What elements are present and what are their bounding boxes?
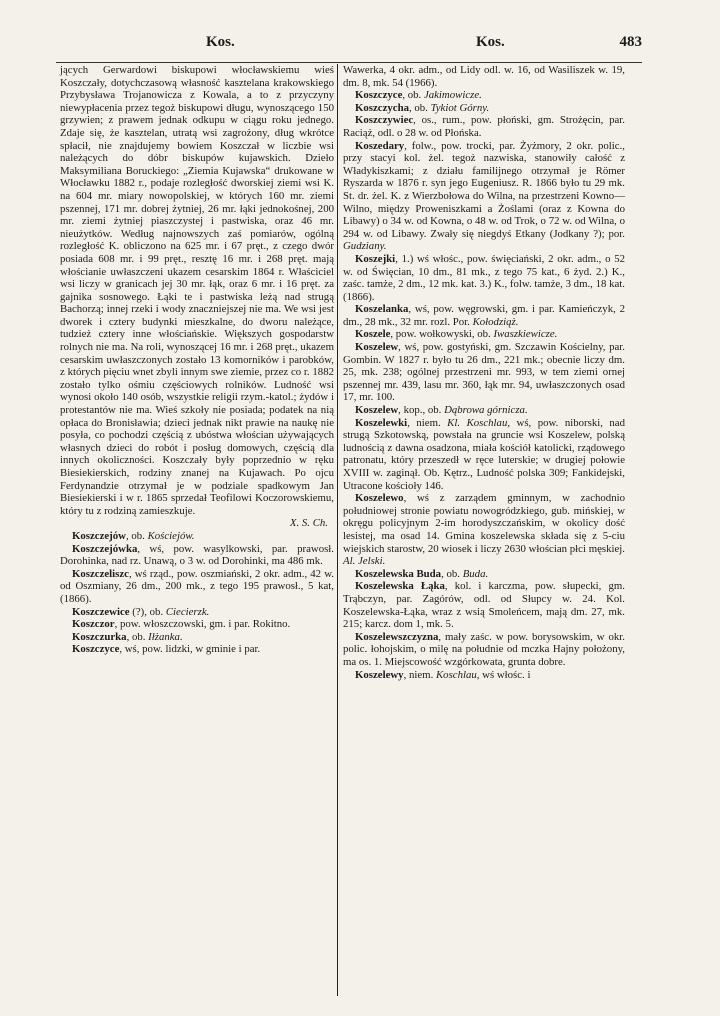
entry-headword: Koszelewki (355, 416, 408, 429)
author-signature: X. S. Ch. (289, 517, 328, 530)
dictionary-entry (343, 669, 625, 682)
entry-text: , kol. i karczma, pow. słupecki, gm. Trąbczyn, par. Zagórów, odl. od Słupcy w. 24. Kol. Koszelewska-Łąka, wraz z wsią Smoleńcem, mają dm. 27, mk. 215; karcz. dom 1, mk. 5. (343, 580, 625, 631)
entry-text: , niem. (407, 416, 448, 429)
entry-text: , wś, pow. lidzki, w gminie i par. (119, 643, 261, 656)
entry-headword: Koszelew (355, 341, 399, 354)
dictionary-entry (343, 102, 625, 115)
entry-text: , pow. wołkowyski, ob. (390, 328, 494, 341)
entry-reference: Iwaszkiewicze. (493, 328, 558, 341)
dictionary-entry (343, 631, 625, 669)
entry-text: , ob. (125, 529, 148, 542)
dictionary-entry (60, 618, 334, 631)
entry-headword: Koszedary (355, 139, 405, 152)
entry-text: , kop., ob. (398, 404, 445, 417)
entry-text: , wś, pow. gostyński, gm. Szczawin Kościelny, par. Gombin. W 1827 r. było tu 26 dm., 221 mk.; obecnie liczy dm. 25, mk. 238; ogólnej przestrzeni mr. 993, w tem ziemi ornej pszennej mr. 439, lasu mr. 360, łąk mr. 94, uwłaszczonych osad 17, mr. 100. (343, 341, 625, 404)
entry-text-continued: , wś, pow. niborski, nad strugą Szkotowską, powstała na gruncie wsi Koszelew, polską ludnością z dawna osadzona, miała kościół katolicki, rządowego patronatu, który przeszedł w ręce luterskie; w drugiej połowie XVIII w. zaginął. Ob. Kętrz., Ludność polska 309; Fankidejski, Utracone kościoły 146. (343, 416, 626, 492)
header-center-keyword: Kos. (476, 34, 505, 50)
entry-headword: Koszelewska Buda (355, 567, 442, 580)
entry-headword: Koszelew (355, 404, 399, 417)
dictionary-entry (343, 492, 625, 568)
page-header (56, 34, 642, 56)
entry-headword: Koszejki (355, 252, 396, 265)
entry-text: Wawerka, 4 okr. adm., od Lidy odl. w. 16, od Wasiliszek w. 19, dm. 8, mk. 54 (1966). (343, 64, 625, 89)
entry-headword: Koszczywiec (355, 114, 414, 127)
dictionary-entry (60, 64, 334, 517)
entry-headword: Koszelanka (355, 303, 409, 316)
entry-reference: Iłżanka. (148, 630, 183, 643)
entry-headword: Koszelewszczyzna (355, 630, 439, 643)
entry-headword: Koszele (355, 328, 391, 341)
dictionary-entry (343, 404, 625, 417)
dictionary-entry (60, 568, 334, 606)
entry-text: , pow. włoszczowski, gm. i par. Rokitno. (114, 618, 291, 631)
entry-text: , mały zaśc. w pow. borysowskim, w okr. polic. łohojskim, o milę na południe od mczka Hajny położony, ma os. 1. Miejscowość wzgórkowata, grunta dobre. (343, 630, 625, 668)
dictionary-entry (343, 114, 625, 139)
entry-text: jących Gerwardowi biskupowi włocławskiemu wieś Koszczały, dotychczasową własność kasztelana krakowskiego Przybysława Trojanowicza z Kowala, a to z przyczyny niewypłacenia przez tegoż biskupowi długu, wynoszącego 150 grzywien; z prawem jednak odkupu w ciągu roku jednego. Zdaje się, że kasztelan, utratą wsi zagrożony, dług wkrótce spłacił, nie znajdujemy bowiem Koszczał w liczbie wsi należących do dóbr biskupów kujawskich. Dzieło Maksymiliana Boruckiego: „Ziemia Kujawska“ drukowane w Włocławku 1882 r., podaje rozległość dworskiej ziemi wsi K. na 604 mr. miary nowopolskiej, w których 160 mr. ziemi pszennej, 171 mr. dobrej żytniej, 26 mr. łąki jednokośnej, 200 mr. ziemi żytniej piaszczystej i pastwiska, oraz 46 mr. nieużytków. Według najnowszych zaś pomiarów, ogólną rozległość K. obliczono na 625 mr. i 67 pręt., z czego dwór posiada 608 mr. i 99 pręt., resztę 16 mr. i 268 pręt. mają włościanie uwłaszczeni ukazem cesarskim 1864 r. Właściciel wsi liczy w granicach jej 30 mr. łąk, oraz 6 mr. i 16 pręt. za gajnika sosnowego. Łąki te i pastwiska leżą nad strugą Bachorzą; innej rzeki i wody znaczniejszej nie ma. We wsi jest dworek i cztery budynki mieszkalne, do dworu należące, tudzież cztery inne włościańskie. Większych gospodarstw rolnych nie ma. Na roli, wynoszącej 16 mr. i 268 pręt., ukazem cesarskim uwłaszczonych zostało 13 komorników i parobków, z których pięciu wnet zbyli innym swe ziemie, przez co r. 1882 zostało tylko ośmiu częściowych rolników. Ludność wsi wynosi około 140 osób, wszystkie religii rzym.-katol.; żydów i protestantów nie ma. Wieś szkoły nie posiada; podatek na nią opłaca do Bronisławia; dzieci jednak nikt prawie na naukę nie posyła, co pochodzi częścią z ubóstwa włościan używających własnych dzieci do robót i posług domowych, częścią dla innych okoliczności. Koszczały były poprzednio w ręku Biesiekierskich, rodziny znanej na Kujawach. Po ojcu Ferdynandzie otrzymał je w podziale spadkowym Jan Biesiekierski i w r. 1865 sprzedał Teofilowi Koczorowskiemu, który tu z rodziną zamieszkuje. (60, 64, 334, 517)
header-left-keyword: Kos. (206, 34, 235, 50)
entry-reference: Kołodziąż. (472, 315, 519, 328)
dictionary-entry (343, 328, 625, 341)
dictionary-entry (60, 543, 334, 568)
dictionary-entry (60, 643, 334, 656)
right-column (343, 64, 625, 996)
entry-text: , niem. (403, 668, 436, 681)
entry-headword: Koszczewice (72, 605, 130, 618)
entry-reference: Kl. Koschlau (447, 416, 508, 429)
entry-headword: Koszczor (72, 618, 115, 631)
entry-text-continued: , wś włośc. i (476, 668, 531, 681)
entry-text: , wś rząd., pow. oszmiański, 2 okr. adm., 42 w. od Oszmiany, 26 dm., 200 mk., z tego 195 prawosł., 5 kat, (1866). (60, 567, 334, 605)
entry-reference: Al. Jelski. (343, 555, 386, 568)
entry-text: , wś z zarządem gminnym, w zachodnio południowej stronie powiatu nowogródzkiego, gub. mińskiej, w okręgu policyjnym 2-im horodyszczańskim, w okolicy dość lesistej, ma osad 14. Gmina koszelewska składa się z 5-ciu wiejskich starostw, 20 wiosek i liczy 2630 włościan płci męskiej. (343, 492, 625, 555)
entry-text: , ob. (441, 567, 463, 580)
entry-headword: Koszczurka (72, 630, 127, 643)
entry-headword: Koszczeliszc (72, 567, 129, 580)
entry-reference: Jakimowicze. (423, 89, 482, 102)
header-rule (56, 62, 642, 63)
dictionary-entry (343, 64, 625, 89)
entry-reference: Buda. (462, 567, 489, 580)
entry-text: , 1.) wś włośc., pow. święciański, 2 okr. adm., o 52 w. od Święcian, 10 dm., 81 mk., z tego 75 kat., 6 żyd. 2.) K., zaśc. tamże, 2 dm., 12 mk. kat. 3.) K., folw. tamże, 3 dm., 18 kat. (1866). (343, 252, 625, 303)
dictionary-entry (343, 89, 625, 102)
entry-headword: Koszczyce (72, 643, 120, 656)
entry-headword: Koszelewy (355, 668, 404, 681)
left-column (60, 64, 334, 996)
dictionary-entry (60, 631, 334, 644)
entry-text: , os., rum., pow. płoński, gm. Strożęcin, par. Raciąż, odl. o 28 w. od Płońska. (343, 114, 625, 139)
entry-reference: Gudziany. (343, 240, 387, 253)
entry-reference: Dąbrowa górnicza. (444, 404, 528, 417)
dictionary-entry (60, 606, 334, 619)
entry-reference: Tykiot Górny. (430, 101, 490, 114)
entry-headword: Koszczejówka (72, 542, 138, 555)
entry-text: , ob. (402, 89, 424, 102)
dictionary-entry (343, 568, 625, 581)
page-number: 483 (619, 34, 642, 50)
dictionary-entry (343, 303, 625, 328)
entry-reference: Ciecierzk. (165, 605, 210, 618)
entry-headword: Koszczycha (355, 101, 409, 114)
entry-text: (?), ob. (129, 605, 166, 618)
dictionary-entry (343, 341, 625, 404)
entry-headword: Koszelewo (355, 492, 404, 505)
entry-text: , wś, pow. węgrowski, gm. i par. Kamieńczyk, 2 dm., 28 mk., 32 mr. rozl. Por. (343, 303, 625, 328)
entry-headword: Koszczyce (355, 89, 403, 102)
dictionary-entry (343, 417, 625, 493)
entry-headword: Koszczejów (72, 529, 126, 542)
entry-text: , ob. (408, 101, 431, 114)
dictionary-entry (60, 530, 334, 543)
entry-text: , ob. (126, 630, 149, 643)
dictionary-entry (343, 580, 625, 630)
column-divider (337, 64, 338, 996)
dictionary-entry (343, 140, 625, 253)
entry-headword: Koszelewska Łąka (355, 580, 445, 593)
dictionary-entry (343, 253, 625, 303)
entry-text: , folw., pow. trocki, par. Żyżmory, 2 okr. polic., przy stacyi kol. żel. tegoż nazwiska, stanowiły całość z Władykiszkami; z działu familijnego otrzymał je Römer Ryszarda w 1876 r. syn jego Eugeniusz. R. 1866 było tu 29 mk. St. dr. żel. K. z Wierzbołowa do Wilna, na przestrzeni Kowno—Wilno, między Proweniszkami a Żoślami (oraz z Kowna do Libawy) o 34 w. od Kowna, o 48 w. od Trok, o 72 w. od Wilna, o 294 w. od Libawy. Zwały się niegdyś Etkany (Jodkany ?); por. (343, 139, 625, 240)
entry-text: , wś, pow. wasylkowski, par. prawosł. Dorohinka, nad rz. Unawą, o 3 w. od Dorohinki, ma 486 mk. (60, 542, 334, 568)
entry-reference: Kościejów. (147, 529, 195, 542)
entry-reference: Koschlau (435, 668, 477, 681)
